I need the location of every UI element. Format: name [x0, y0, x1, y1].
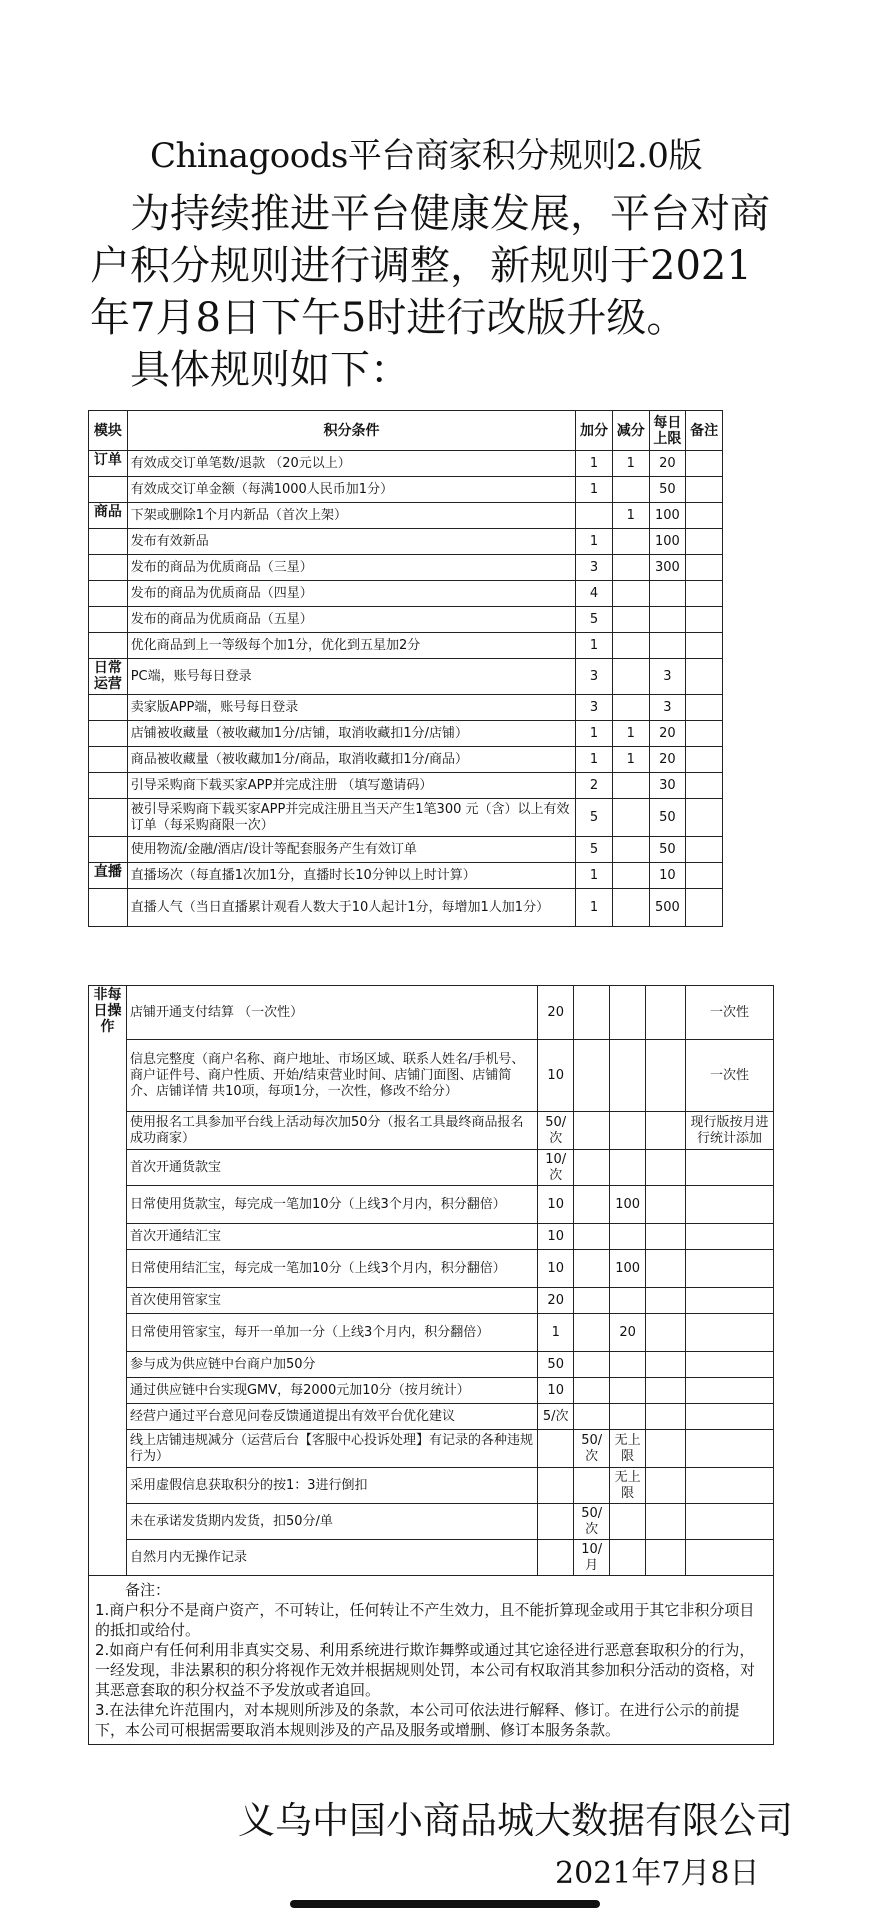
note-cell [686, 747, 723, 773]
limit-cell: 50 [649, 837, 686, 863]
condition-cell: 日常使用管家宝，每开一单加一分（上线3个月内，积分翻倍） [126, 1314, 537, 1352]
table-row [89, 1404, 774, 1430]
extra-cell [646, 1404, 686, 1430]
sub-cell [574, 1352, 610, 1378]
limit-cell [610, 1352, 646, 1378]
condition-cell: 有效成交订单笔数/退款 （20元以上） [127, 451, 575, 477]
extra-cell [646, 1040, 686, 1112]
note-cell [686, 1224, 774, 1250]
table-row [89, 773, 723, 799]
module-cell [89, 773, 128, 799]
note-cell [686, 451, 723, 477]
limit-cell: 30 [649, 773, 686, 799]
intro-paragraph-1: 为持续推进平台健康发展，平台对商户积分规则进行调整，新规则于2021年7月8日下午5时进行改版升级。 [90, 191, 770, 341]
sub-cell [612, 581, 649, 607]
limit-cell [610, 1224, 646, 1250]
note-cell [686, 1288, 774, 1314]
sub-cell [612, 889, 649, 927]
table-row [89, 503, 723, 529]
sub-cell: 10/月 [574, 1540, 610, 1576]
limit-cell: 100 [649, 529, 686, 555]
note-cell [686, 837, 723, 863]
condition-cell: 发布的商品为优质商品（四星） [127, 581, 575, 607]
extra-cell [646, 1314, 686, 1352]
limit-cell: 无上限 [610, 1468, 646, 1504]
add-cell: 1 [576, 477, 613, 503]
table-row [89, 1504, 774, 1540]
module-cell: 日常运营 [89, 659, 128, 695]
limit-cell: 3 [649, 695, 686, 721]
extra-cell [646, 1430, 686, 1468]
module-cell [89, 633, 128, 659]
condition-cell: 日常使用结汇宝，每完成一笔加10分（上线3个月内，积分翻倍） [126, 1250, 537, 1288]
sub-cell [574, 1404, 610, 1430]
table-row [89, 1040, 774, 1112]
condition-cell: 发布有效新品 [127, 529, 575, 555]
add-cell: 1 [576, 747, 613, 773]
limit-cell: 3 [649, 659, 686, 695]
condition-cell: 使用报名工具参加平台线上活动每次加50分（报名工具最终商品报名成功商家） [126, 1112, 537, 1150]
limit-cell: 20 [649, 747, 686, 773]
condition-cell: 店铺开通支付结算 （一次性） [126, 986, 537, 1040]
extra-cell [646, 1186, 686, 1224]
note-cell [686, 773, 723, 799]
limit-cell: 100 [610, 1250, 646, 1288]
points-rules-table-non-daily [88, 985, 774, 1745]
home-indicator[interactable] [290, 1900, 600, 1908]
condition-cell: 首次使用管家宝 [126, 1288, 537, 1314]
limit-cell: 100 [610, 1186, 646, 1224]
sub-cell [612, 529, 649, 555]
sub-cell [574, 1186, 610, 1224]
limit-cell: 20 [649, 451, 686, 477]
limit-cell [649, 581, 686, 607]
limit-cell: 无上限 [610, 1430, 646, 1468]
add-cell: 1 [576, 721, 613, 747]
condition-cell: 日常使用货款宝，每完成一笔加10分（上线3个月内，积分翻倍） [126, 1186, 537, 1224]
add-cell: 4 [576, 581, 613, 607]
extra-cell [646, 1112, 686, 1150]
table-row [89, 863, 723, 889]
sub-cell [574, 1288, 610, 1314]
table-row [89, 477, 723, 503]
table-header-row [89, 411, 723, 451]
table-row [89, 1430, 774, 1468]
limit-cell: 20 [610, 1314, 646, 1352]
table-row [89, 1186, 774, 1224]
sub-cell [574, 1314, 610, 1352]
add-cell: 1 [576, 451, 613, 477]
limit-cell: 500 [649, 889, 686, 927]
add-cell: 5/次 [538, 1404, 574, 1430]
limit-cell: 10 [649, 863, 686, 889]
sub-cell [574, 1150, 610, 1186]
sub-cell [612, 799, 649, 837]
add-cell: 10 [538, 1224, 574, 1250]
condition-cell: 自然月内无操作记录 [126, 1540, 537, 1576]
table-row [89, 721, 723, 747]
add-cell: 5 [576, 607, 613, 633]
table-row [89, 1540, 774, 1576]
module-cell [89, 695, 128, 721]
sub-cell [574, 1468, 610, 1504]
add-cell: 1 [576, 863, 613, 889]
condition-cell: 采用虚假信息获取积分的按1：3进行倒扣 [126, 1468, 537, 1504]
table-row [89, 1112, 774, 1150]
module-cell [89, 889, 128, 927]
table-row [89, 986, 774, 1040]
note-cell: 一次性 [686, 986, 774, 1040]
add-cell: 1 [538, 1314, 574, 1352]
note-cell [686, 1430, 774, 1468]
note-cell: 一次性 [686, 1040, 774, 1112]
table-row [89, 1150, 774, 1186]
note-cell [686, 721, 723, 747]
module-cell: 直播 [89, 863, 128, 889]
note-1: 1.商户积分不是商户资产，不可转让，任何转让不产生效力，且不能折算现金或用于其它非积分项目的抵扣或给付。 [95, 1601, 755, 1639]
condition-cell: 使用物流/金融/酒店/设计等配套服务产生有效订单 [127, 837, 575, 863]
condition-cell: 直播人气（当日直播累计观看人数大于10人起计1分，每增加1人加1分） [127, 889, 575, 927]
note-cell [686, 1314, 774, 1352]
intro-paragraph-2: 具体规则如下： [130, 347, 410, 393]
add-cell: 2 [576, 773, 613, 799]
condition-cell: 直播场次（每直播1次加1分，直播时长10分钟以上时计算） [127, 863, 575, 889]
document-title: Chinagoods平台商家积分规则2.0版 [150, 136, 702, 176]
note-cell [686, 1186, 774, 1224]
table-row [89, 799, 723, 837]
add-cell: 50 [538, 1352, 574, 1378]
condition-cell: 发布的商品为优质商品（三星） [127, 555, 575, 581]
add-cell: 3 [576, 555, 613, 581]
header-sub: 减分 [612, 411, 649, 451]
module-cell [89, 477, 128, 503]
condition-cell: 引导采购商下载买家APP并完成注册 （填写邀请码） [127, 773, 575, 799]
condition-cell: 通过供应链中台实现GMV，每2000元加10分（按月统计） [126, 1378, 537, 1404]
add-cell: 10 [538, 1040, 574, 1112]
extra-cell [646, 1250, 686, 1288]
note-cell [686, 863, 723, 889]
add-cell: 10 [538, 1186, 574, 1224]
sub-cell [612, 633, 649, 659]
table-row [89, 451, 723, 477]
table-row [89, 607, 723, 633]
limit-cell [610, 1504, 646, 1540]
note-cell [686, 581, 723, 607]
header-daily-limit: 每日上限 [649, 411, 686, 451]
note-cell [686, 799, 723, 837]
module-cell [89, 747, 128, 773]
sub-cell [612, 555, 649, 581]
add-cell: 50/次 [538, 1112, 574, 1150]
table-row [89, 1250, 774, 1288]
limit-cell [610, 1288, 646, 1314]
header-add: 加分 [576, 411, 613, 451]
note-cell [686, 1250, 774, 1288]
limit-cell: 100 [649, 503, 686, 529]
company-name: 义乌中国小商品城大数据有限公司 [238, 1799, 793, 1842]
notes-heading: 备注： [125, 1581, 171, 1599]
note-cell [686, 1404, 774, 1430]
add-cell [538, 1468, 574, 1504]
extra-cell [646, 1288, 686, 1314]
module-cell-non-daily: 非每日操作 [89, 986, 127, 1576]
header-note: 备注 [686, 411, 723, 451]
table-row [89, 555, 723, 581]
condition-cell: 首次开通结汇宝 [126, 1224, 537, 1250]
notes-row [89, 1576, 774, 1745]
sub-cell [574, 986, 610, 1040]
extra-cell [646, 1352, 686, 1378]
note-cell [686, 1150, 774, 1186]
note-cell [686, 503, 723, 529]
sub-cell [574, 1112, 610, 1150]
add-cell: 10 [538, 1250, 574, 1288]
condition-cell: 有效成交订单金额（每满1000人民币加1分） [127, 477, 575, 503]
module-cell [89, 721, 128, 747]
table-row [89, 837, 723, 863]
note-cell [686, 889, 723, 927]
add-cell: 20 [538, 1288, 574, 1314]
note-cell [686, 477, 723, 503]
note-cell [686, 633, 723, 659]
limit-cell: 50 [649, 799, 686, 837]
sub-cell: 1 [612, 721, 649, 747]
limit-cell: 20 [649, 721, 686, 747]
note-cell [686, 529, 723, 555]
add-cell [538, 1504, 574, 1540]
notes-cell [89, 1576, 774, 1745]
table-row [89, 1352, 774, 1378]
add-cell [538, 1540, 574, 1576]
add-cell: 3 [576, 659, 613, 695]
sub-cell [612, 607, 649, 633]
sub-cell [612, 477, 649, 503]
condition-cell: 发布的商品为优质商品（五星） [127, 607, 575, 633]
note-cell [686, 659, 723, 695]
extra-cell [646, 986, 686, 1040]
sub-cell: 50/次 [574, 1430, 610, 1468]
sub-cell [612, 863, 649, 889]
table-row [89, 1288, 774, 1314]
note-cell [686, 1468, 774, 1504]
table-row [89, 1468, 774, 1504]
condition-cell: 商品被收藏量（被收藏加1分/商品，取消收藏扣1分/商品） [127, 747, 575, 773]
limit-cell [610, 1404, 646, 1430]
condition-cell: 店铺被收藏量（被收藏加1分/店铺，取消收藏扣1分/店铺） [127, 721, 575, 747]
condition-cell: 信息完整度（商户名称、商户地址、市场区域、联系人姓名/手机号、商户证件号、商户性质、开始/结束营业时间、店铺门面图、店铺简介、店铺详情 共10项，每项1分，一次性，修改不给分） [126, 1040, 537, 1112]
sub-cell [574, 1224, 610, 1250]
limit-cell [649, 633, 686, 659]
sub-cell: 1 [612, 747, 649, 773]
condition-cell: 首次开通货款宝 [126, 1150, 537, 1186]
table-row [89, 633, 723, 659]
limit-cell: 300 [649, 555, 686, 581]
extra-cell [646, 1224, 686, 1250]
module-cell [89, 837, 128, 863]
add-cell: 5 [576, 799, 613, 837]
extra-cell [646, 1468, 686, 1504]
sub-cell [612, 659, 649, 695]
add-cell: 1 [576, 529, 613, 555]
table-row [89, 1314, 774, 1352]
condition-cell: 经营户通过平台意见问卷反馈通道提出有效平台优化建议 [126, 1404, 537, 1430]
extra-cell [646, 1504, 686, 1540]
add-cell [576, 503, 613, 529]
sub-cell [612, 837, 649, 863]
sub-cell [612, 695, 649, 721]
condition-cell: 卖家版APP端，账号每日登录 [127, 695, 575, 721]
sub-cell: 1 [612, 503, 649, 529]
intro-text [90, 188, 790, 396]
header-condition: 积分条件 [127, 411, 575, 451]
table-row [89, 1378, 774, 1404]
note-2: 2.如商户有任何利用非真实交易、利用系统进行欺诈舞弊或通过其它途径进行恶意套取积分的行为，一经发现，非法累积的积分将视作无效并根据规则处罚，本公司有权取消其参加积分活动的资格，对其恶意套取的积分权益不予发放或者追回。 [95, 1641, 756, 1699]
add-cell: 3 [576, 695, 613, 721]
module-cell [89, 799, 128, 837]
module-cell: 商品 [89, 503, 128, 529]
condition-cell: 未在承诺发货期内发货，扣50分/单 [126, 1504, 537, 1540]
table-row [89, 1224, 774, 1250]
sub-cell [612, 773, 649, 799]
note-cell [686, 1352, 774, 1378]
extra-cell [646, 1378, 686, 1404]
add-cell: 10/次 [538, 1150, 574, 1186]
sub-cell: 1 [612, 451, 649, 477]
add-cell: 1 [576, 889, 613, 927]
limit-cell [610, 1040, 646, 1112]
add-cell: 10 [538, 1378, 574, 1404]
limit-cell [610, 1112, 646, 1150]
module-cell [89, 581, 128, 607]
condition-cell: 被引导采购商下载买家APP并完成注册且当天产生1笔300 元（含）以上有效订单（每采购商限一次） [127, 799, 575, 837]
condition-cell: 优化商品到上一等级每个加1分，优化到五星加2分 [127, 633, 575, 659]
document-date: 2021年7月8日 [555, 1856, 760, 1891]
table-row [89, 695, 723, 721]
add-cell: 20 [538, 986, 574, 1040]
points-rules-table-daily [88, 410, 723, 927]
sub-cell [574, 1250, 610, 1288]
add-cell [538, 1430, 574, 1468]
add-cell: 1 [576, 633, 613, 659]
extra-cell [646, 1540, 686, 1576]
note-cell [686, 607, 723, 633]
table-row [89, 581, 723, 607]
limit-cell [610, 986, 646, 1040]
note-cell [686, 695, 723, 721]
extra-cell [646, 1150, 686, 1186]
condition-cell: PC端，账号每日登录 [127, 659, 575, 695]
module-cell [89, 555, 128, 581]
limit-cell [610, 1540, 646, 1576]
limit-cell: 50 [649, 477, 686, 503]
add-cell: 5 [576, 837, 613, 863]
limit-cell [610, 1150, 646, 1186]
note-cell [686, 1540, 774, 1576]
sub-cell [574, 1040, 610, 1112]
condition-cell: 参与成为供应链中台商户加50分 [126, 1352, 537, 1378]
module-cell [89, 529, 128, 555]
table-row [89, 529, 723, 555]
note-cell [686, 1504, 774, 1540]
note-3: 3.在法律允许范围内，对本规则所涉及的条款，本公司可依法进行解释、修订。在进行公示的前提下，本公司可根据需要取消本规则涉及的产品及服务或增删、修订本服务条款。 [95, 1701, 740, 1739]
note-cell: 现行版按月进行统计添加 [686, 1112, 774, 1150]
module-cell: 订单 [89, 451, 128, 477]
table-row [89, 747, 723, 773]
sub-cell [574, 1378, 610, 1404]
sub-cell: 50/次 [574, 1504, 610, 1540]
table-row [89, 659, 723, 695]
note-cell [686, 1378, 774, 1404]
module-cell [89, 607, 128, 633]
condition-cell: 下架或删除1个月内新品（首次上架） [127, 503, 575, 529]
condition-cell: 线上店铺违规减分（运营后台【客服中心投诉处理】有记录的各种违规行为） [126, 1430, 537, 1468]
limit-cell [610, 1378, 646, 1404]
note-cell [686, 555, 723, 581]
header-module: 模块 [89, 411, 128, 451]
limit-cell [649, 607, 686, 633]
table-row [89, 889, 723, 927]
